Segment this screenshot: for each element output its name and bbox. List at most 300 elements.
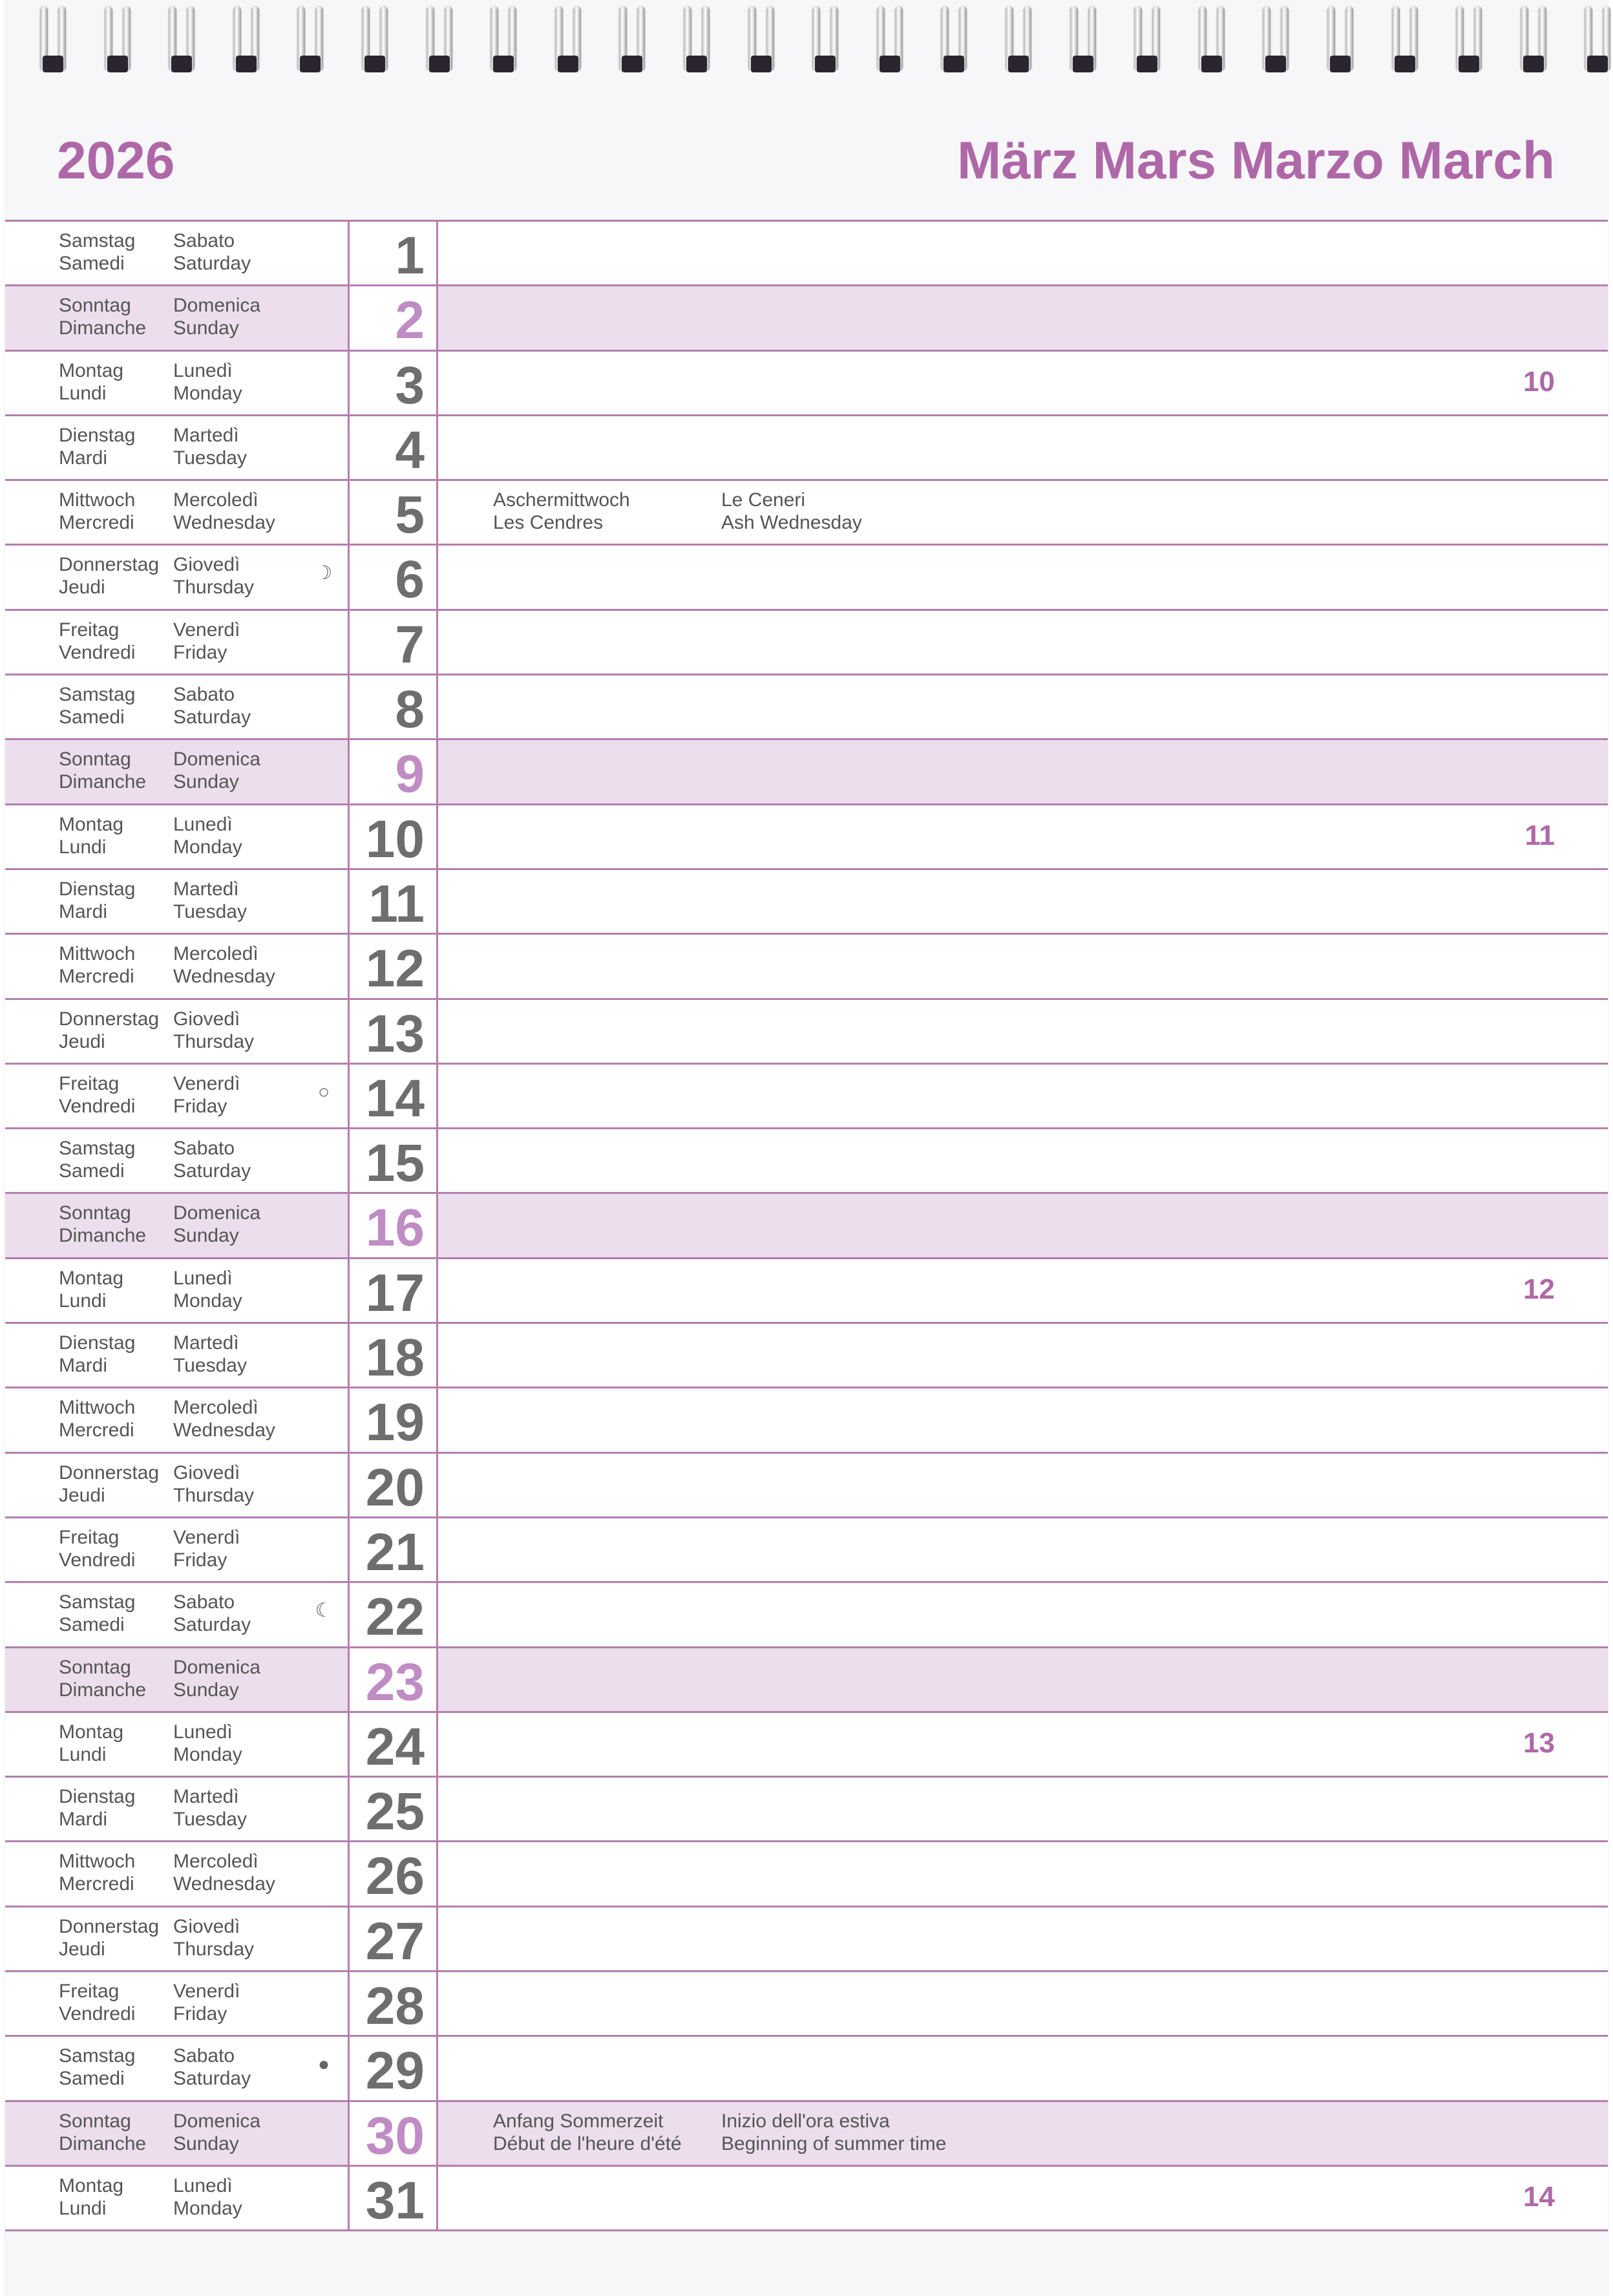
day-row[interactable] (5, 1778, 1608, 1842)
day-name-de-fr (59, 1721, 123, 1766)
day-row[interactable] (5, 481, 1608, 546)
day-name-french: Vendredi (59, 1095, 136, 1117)
day-name-french: Samedi (59, 253, 125, 274)
week-number: 14 (1523, 2180, 1555, 2213)
day-number-cell (348, 805, 438, 868)
day-name-english: Saturday (173, 253, 251, 274)
binding-ring (227, 6, 266, 76)
day-name-italian: Venerdì (173, 1526, 240, 1548)
day-name-italian: Lunedì (173, 813, 233, 835)
day-name-de-fr (59, 1785, 135, 1831)
day-name-english: Thursday (173, 1938, 255, 1960)
day-name-it-en (173, 1072, 240, 1118)
day-number-cell (348, 935, 438, 997)
full-moon-icon: ○ (317, 1081, 330, 1103)
day-name-de-fr (59, 619, 135, 664)
binding-ring (1064, 6, 1102, 76)
day-name-italian: Sabato (173, 230, 235, 251)
day-number: 1 (395, 226, 425, 285)
day-name-it-en (173, 1202, 260, 1247)
day-name-it-en (173, 1850, 275, 1895)
day-name-de-fr (59, 2110, 146, 2155)
day-name-de-fr (59, 748, 146, 793)
binding-ring (1192, 6, 1231, 76)
day-grid (5, 220, 1608, 2231)
day-name-english: Wednesday (173, 512, 275, 534)
day-row[interactable] (5, 1388, 1608, 1453)
day-name-italian: Lunedì (173, 2174, 233, 2196)
day-row[interactable] (5, 1129, 1608, 1194)
day-name-french: Vendredi (59, 2003, 136, 2025)
holiday-de-fr (493, 489, 630, 534)
day-name-german: Freitag (59, 1072, 120, 1094)
day-name-french: Vendredi (59, 641, 136, 663)
day-name-english: Friday (173, 2003, 227, 2025)
day-name-it-en (173, 1980, 240, 2025)
day-name-de-fr (59, 2174, 123, 2220)
day-name-french: Jeudi (59, 577, 105, 599)
day-number-cell (348, 1388, 438, 1451)
day-name-german: Montag (59, 2174, 124, 2196)
day-name-it-en (173, 1915, 254, 1961)
day-number-cell (348, 1000, 438, 1063)
day-name-italian: Giovedì (173, 1462, 240, 1483)
day-number: 8 (395, 680, 425, 739)
day-number: 23 (365, 1652, 425, 1712)
day-number: 24 (365, 1717, 425, 1776)
day-name-french: Samedi (59, 2068, 125, 2090)
day-name-german: Dienstag (59, 1786, 136, 1808)
waning-crescent-moon-icon: ☾ (315, 1600, 333, 1622)
day-number: 29 (365, 2041, 425, 2101)
day-row[interactable] (5, 740, 1608, 805)
binding-ring (806, 6, 845, 76)
day-name-german: Samstag (59, 1138, 136, 1160)
week-number: 12 (1523, 1273, 1555, 1305)
day-row[interactable] (5, 222, 1608, 286)
binding-ring (934, 6, 973, 76)
day-name-english: Friday (173, 1549, 227, 1571)
day-row[interactable] (5, 1324, 1608, 1388)
day-name-english: Friday (173, 1095, 227, 1117)
day-number: 5 (395, 485, 425, 545)
day-name-it-en (173, 748, 260, 793)
day-number-cell (348, 1129, 438, 1192)
day-name-italian: Lunedì (173, 1721, 233, 1743)
day-number: 10 (365, 809, 425, 869)
holiday-italian: Inizio dell'ora estiva (721, 2110, 890, 2132)
day-name-de-fr (59, 1850, 135, 1895)
day-name-it-en (173, 294, 260, 339)
day-name-it-en (173, 1526, 240, 1571)
day-name-french: Jeudi (59, 1484, 105, 1506)
day-name-german: Freitag (59, 1526, 120, 1548)
day-row[interactable] (5, 352, 1608, 416)
day-name-french: Vendredi (59, 1549, 136, 1571)
binding-ring (98, 6, 137, 76)
day-number-cell (348, 675, 438, 738)
binding-ring (549, 6, 587, 76)
day-name-german: Donnerstag (59, 554, 160, 576)
day-number: 13 (365, 1004, 425, 1063)
day-name-german: Freitag (59, 1981, 120, 2003)
day-number: 7 (395, 615, 425, 674)
day-name-de-fr (59, 1462, 159, 1507)
day-row[interactable] (5, 546, 1608, 610)
waxing-crescent-moon-icon: ☽ (315, 562, 333, 584)
binding-ring (162, 6, 201, 76)
day-name-german: Dienstag (59, 1332, 136, 1354)
binding-ring (420, 6, 459, 76)
binding-ring (677, 6, 716, 76)
day-name-it-en (173, 1785, 247, 1831)
day-row[interactable] (5, 286, 1608, 351)
day-name-italian: Lunedì (173, 1267, 233, 1289)
day-number-cell (348, 1194, 438, 1257)
day-number: 14 (365, 1068, 425, 1128)
day-name-german: Sonntag (59, 1202, 131, 1224)
day-number-cell (348, 1454, 438, 1516)
day-name-de-fr (59, 1267, 123, 1312)
day-row[interactable] (5, 1259, 1608, 1324)
day-number-cell (348, 1324, 438, 1387)
day-name-de-fr (59, 553, 159, 599)
day-number-cell (348, 1259, 438, 1322)
day-name-french: Samedi (59, 707, 125, 728)
day-number: 20 (365, 1458, 425, 1517)
day-name-it-en (173, 1721, 242, 1766)
day-name-french: Lundi (59, 1290, 107, 1312)
holiday-german: Aschermittwoch (493, 489, 630, 511)
day-name-english: Sunday (173, 1225, 239, 1247)
binding-ring (355, 6, 394, 76)
binding-ring (1386, 6, 1424, 76)
day-number-cell (348, 222, 438, 284)
day-name-italian: Mercoledì (173, 489, 258, 511)
day-name-it-en (173, 359, 242, 405)
month-title: März Mars Marzo March (956, 131, 1555, 190)
day-name-de-fr (59, 1137, 135, 1182)
day-number: 19 (365, 1393, 425, 1452)
day-name-german: Sonntag (59, 295, 131, 317)
day-name-italian: Domenica (173, 2110, 261, 2132)
holiday-german: Anfang Sommerzeit (493, 2110, 664, 2132)
day-number-cell (348, 1518, 438, 1581)
binding-ring (870, 6, 909, 76)
day-number-cell (348, 2037, 438, 2099)
day-number-cell (348, 352, 438, 414)
day-name-english: Wednesday (173, 1873, 275, 1895)
day-name-de-fr (59, 1915, 159, 1961)
day-name-german: Montag (59, 1721, 124, 1743)
day-name-it-en (173, 1137, 251, 1182)
day-name-english: Saturday (173, 1160, 251, 1182)
binding-ring (291, 6, 330, 76)
day-name-english: Thursday (173, 577, 255, 599)
binding-ring (742, 6, 781, 76)
day-name-french: Lundi (59, 2197, 107, 2219)
day-name-french: Dimanche (59, 2132, 147, 2154)
day-name-german: Mittwoch (59, 943, 136, 965)
day-number: 2 (395, 291, 425, 350)
day-row[interactable] (5, 1194, 1608, 1259)
day-name-italian: Sabato (173, 2045, 235, 2067)
day-name-english: Wednesday (173, 1419, 275, 1441)
day-name-french: Dimanche (59, 771, 147, 793)
day-number-cell (348, 286, 438, 349)
day-name-italian: Giovedì (173, 1008, 240, 1030)
day-row[interactable] (5, 1908, 1608, 1972)
day-name-german: Samstag (59, 1591, 136, 1613)
day-name-de-fr (59, 1072, 135, 1118)
day-number-cell (348, 1908, 438, 1970)
day-number: 11 (368, 874, 425, 933)
day-row[interactable] (5, 416, 1608, 481)
day-name-it-en (173, 1267, 242, 1312)
day-row[interactable] (5, 1065, 1608, 1129)
day-name-it-en (173, 1591, 251, 1636)
holiday-french: Les Cendres (493, 512, 604, 534)
day-name-italian: Martedì (173, 424, 239, 446)
day-name-de-fr (59, 294, 146, 339)
day-name-italian: Martedì (173, 878, 239, 900)
binding-ring (1578, 6, 1613, 76)
day-number-cell (348, 416, 438, 479)
day-number-cell (348, 1778, 438, 1840)
day-name-de-fr (59, 1980, 135, 2025)
day-name-french: Jeudi (59, 1938, 105, 1960)
day-name-italian: Domenica (173, 1202, 261, 1224)
day-number: 4 (395, 420, 425, 480)
day-name-it-en (173, 1396, 275, 1441)
day-name-de-fr (59, 1202, 146, 1247)
day-name-italian: Martedì (173, 1332, 239, 1354)
day-name-english: Monday (173, 1743, 242, 1765)
day-name-de-fr (59, 489, 135, 534)
day-name-italian: Mercoledì (173, 943, 258, 965)
day-row[interactable] (5, 2167, 1608, 2231)
day-name-french: Mardi (59, 447, 108, 469)
binding-ring (1321, 6, 1360, 76)
day-name-french: Dimanche (59, 317, 147, 339)
day-name-it-en (173, 2174, 242, 2220)
day-name-de-fr (59, 683, 135, 728)
day-row[interactable] (5, 805, 1608, 870)
day-number-cell (348, 1842, 438, 1905)
day-number-cell (348, 2167, 438, 2229)
day-row[interactable] (5, 1842, 1608, 1907)
day-name-french: Dimanche (59, 1679, 147, 1701)
day-number-cell (348, 1648, 438, 1711)
day-name-italian: Venerdì (173, 1981, 240, 2003)
day-row[interactable] (5, 870, 1608, 935)
day-name-it-en (173, 553, 254, 599)
day-number: 21 (365, 1522, 425, 1582)
day-name-de-fr (59, 878, 135, 923)
binding-ring (1450, 6, 1488, 76)
day-row[interactable] (5, 1972, 1608, 2037)
day-name-french: Mardi (59, 1355, 108, 1377)
day-name-de-fr (59, 229, 135, 275)
day-name-italian: Venerdì (173, 1072, 240, 1094)
day-name-german: Mittwoch (59, 489, 136, 511)
day-name-german: Samstag (59, 2045, 136, 2067)
day-number: 27 (365, 1911, 425, 1971)
day-name-it-en (173, 813, 242, 858)
day-number: 16 (365, 1198, 425, 1258)
day-row[interactable] (5, 1454, 1608, 1518)
day-name-english: Friday (173, 641, 227, 663)
day-name-it-en (173, 619, 240, 664)
day-name-italian: Domenica (173, 1656, 261, 1678)
day-name-german: Sonntag (59, 2110, 131, 2132)
day-name-french: Mardi (59, 1809, 108, 1831)
day-name-english: Saturday (173, 1614, 251, 1636)
holiday-english: Ash Wednesday (721, 512, 862, 534)
day-row[interactable] (5, 1583, 1608, 1648)
day-name-english: Sunday (173, 1679, 239, 1701)
day-name-italian: Giovedì (173, 554, 240, 576)
day-row[interactable] (5, 1713, 1608, 1778)
day-number-cell (348, 611, 438, 674)
binding-ring (484, 6, 523, 76)
day-name-italian: Lunedì (173, 359, 233, 381)
day-name-english: Monday (173, 382, 242, 404)
day-name-italian: Domenica (173, 749, 261, 771)
day-name-it-en (173, 1008, 254, 1053)
holiday-italian: Le Ceneri (721, 489, 806, 511)
day-row[interactable] (5, 675, 1608, 740)
day-name-it-en (173, 1332, 247, 1377)
day-name-de-fr (59, 1591, 135, 1636)
day-number: 30 (365, 2106, 425, 2165)
day-number-cell (348, 1065, 438, 1127)
day-name-english: Sunday (173, 317, 239, 339)
day-number-cell (348, 1713, 438, 1776)
holiday-it-en (721, 2110, 947, 2155)
day-name-english: Saturday (173, 707, 251, 728)
new-moon-icon: ● (317, 2054, 330, 2076)
day-name-english: Monday (173, 836, 242, 858)
year-title: 2026 (57, 131, 175, 190)
day-name-english: Wednesday (173, 966, 275, 988)
day-name-italian: Sabato (173, 1591, 235, 1613)
day-name-italian: Mercoledì (173, 1397, 258, 1419)
day-row[interactable] (5, 2102, 1608, 2167)
week-number: 11 (1524, 819, 1555, 851)
day-name-german: Samstag (59, 684, 136, 706)
day-name-english: Tuesday (173, 1355, 247, 1377)
day-name-french: Mercredi (59, 1873, 134, 1895)
binding-ring (1128, 6, 1166, 76)
day-name-german: Freitag (59, 619, 120, 641)
day-name-french: Mardi (59, 900, 108, 922)
day-number: 26 (365, 1847, 425, 1906)
day-name-french: Lundi (59, 1743, 107, 1765)
day-name-german: Montag (59, 1267, 124, 1289)
day-name-de-fr (59, 1332, 135, 1377)
day-name-french: Dimanche (59, 1225, 147, 1247)
day-number: 3 (395, 356, 425, 415)
day-name-it-en (173, 229, 251, 275)
day-name-de-fr (59, 359, 123, 405)
day-name-de-fr (59, 813, 123, 858)
day-name-it-en (173, 2110, 260, 2155)
day-name-english: Monday (173, 2197, 242, 2219)
day-number-cell (348, 870, 438, 933)
day-name-it-en (173, 683, 251, 728)
day-name-de-fr (59, 2045, 135, 2090)
day-name-it-en (173, 942, 275, 988)
holiday-french: Début de l'heure d'été (493, 2132, 682, 2154)
spiral-binding (0, 0, 1613, 90)
day-row[interactable] (5, 2037, 1608, 2101)
day-row[interactable] (5, 935, 1608, 999)
day-row[interactable] (5, 1000, 1608, 1065)
day-name-english: Tuesday (173, 1809, 247, 1831)
day-number-cell (348, 481, 438, 544)
day-number: 15 (365, 1134, 425, 1193)
binding-ring (1256, 6, 1295, 76)
day-name-english: Sunday (173, 2132, 239, 2154)
day-name-it-en (173, 2045, 251, 2090)
day-number: 6 (395, 550, 425, 610)
day-name-french: Lundi (59, 836, 107, 858)
day-name-german: Mittwoch (59, 1851, 136, 1873)
day-name-english: Tuesday (173, 900, 247, 922)
day-number: 25 (365, 1782, 425, 1842)
holiday-de-fr (493, 2110, 682, 2155)
day-name-italian: Martedì (173, 1786, 239, 1808)
day-name-italian: Giovedì (173, 1915, 240, 1937)
day-name-italian: Mercoledì (173, 1851, 258, 1873)
day-name-it-en (173, 878, 247, 923)
day-name-french: Lundi (59, 382, 107, 404)
binding-ring (999, 6, 1038, 76)
day-name-italian: Venerdì (173, 619, 240, 641)
binding-ring (34, 6, 72, 76)
day-name-french: Samedi (59, 1160, 125, 1182)
day-number-cell (348, 546, 438, 608)
day-name-german: Donnerstag (59, 1462, 160, 1483)
day-number: 31 (365, 2171, 425, 2230)
day-row[interactable] (5, 1648, 1608, 1713)
day-name-de-fr (59, 1396, 135, 1441)
day-name-french: Mercredi (59, 1419, 134, 1441)
day-name-de-fr (59, 1526, 135, 1571)
day-name-english: Tuesday (173, 447, 247, 469)
holiday-english: Beginning of summer time (721, 2132, 947, 2154)
day-name-german: Sonntag (59, 749, 131, 771)
day-name-de-fr (59, 942, 135, 988)
day-number: 28 (365, 1977, 425, 2036)
day-name-german: Montag (59, 813, 124, 835)
day-row[interactable] (5, 611, 1608, 675)
holiday-it-en (721, 489, 862, 534)
week-number: 13 (1523, 1727, 1555, 1759)
day-name-english: Saturday (173, 2068, 251, 2090)
day-number-cell (348, 1583, 438, 1646)
day-row[interactable] (5, 1518, 1608, 1583)
day-name-italian: Sabato (173, 1138, 235, 1160)
day-name-italian: Sabato (173, 684, 235, 706)
day-name-german: Sonntag (59, 1656, 131, 1678)
day-name-german: Donnerstag (59, 1915, 160, 1937)
day-number: 17 (365, 1263, 425, 1323)
day-name-it-en (173, 489, 275, 534)
day-name-french: Mercredi (59, 966, 134, 988)
day-number: 18 (365, 1328, 425, 1388)
